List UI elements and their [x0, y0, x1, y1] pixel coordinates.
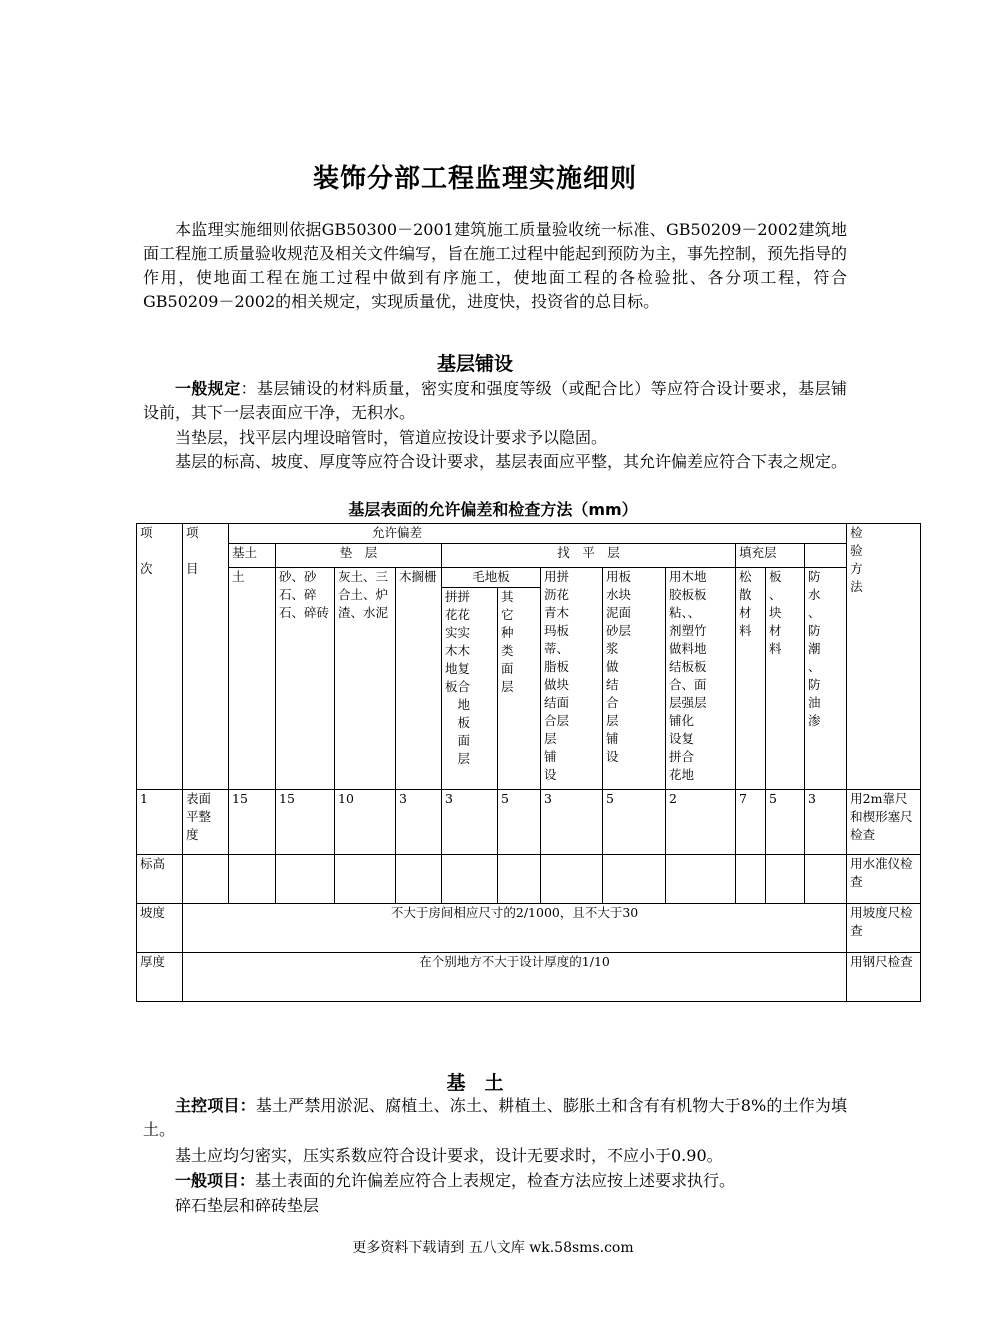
row1-value: 7 [736, 790, 766, 855]
header-jitu: 基土 [229, 544, 276, 568]
general-label: 一般规定 [175, 379, 241, 398]
row3-value: 不大于房间相应尺寸的2/1000，且不大于30 [183, 904, 847, 953]
header-method: 检 验 方 法 [847, 524, 921, 790]
table-caption: 基层表面的允许偏差和检查方法（mm） [348, 500, 638, 519]
col-tu: 土 [229, 568, 276, 790]
tolerance-paragraph: 基层的标高、坡度、厚度等应符合设计要求，基层表面应平整，其允许偏差应符合下表之规定。 [175, 452, 848, 471]
col-maodiban: 毛地板 [442, 568, 541, 588]
page-title: 装饰分部工程监理实施细则 [312, 164, 637, 194]
col-yongmu: 用木地 胶板板 粘、、 剂塑竹 做料地 结板板 合、面 层强层 铺化 设复 拼合 花地 [666, 568, 736, 790]
general-label-2: 一般项目： [175, 1171, 256, 1190]
footer-link[interactable]: 更多资料下载请到 五八文库 wk.58sms.com [352, 1240, 634, 1256]
jitu-main-paragraph [143, 1094, 847, 1142]
row1-item: 表面 平整 度 [183, 790, 229, 855]
jitu-general-paragraph [143, 1169, 847, 1193]
header-xiangmu: 项 目 [183, 524, 229, 790]
tolerance-table [136, 523, 921, 1002]
row1-value: 5 [766, 790, 805, 855]
header-allowance: 允许偏差 [229, 524, 847, 544]
col-songsan: 松 散 材 料 [736, 568, 766, 790]
gravel-heading: 碎石垫层和碎砖垫层 [175, 1196, 320, 1215]
row2-item: 标高 [137, 855, 183, 904]
row1-value: 15 [229, 790, 276, 855]
row1-value: 3 [442, 790, 498, 855]
row1-value: 3 [805, 790, 847, 855]
general-text: ：基层铺设的材料质量，密实度和强度等级（或配合比）等应符合设计要求，基层铺设前，其下一层表面应干净，无积水。 [143, 379, 847, 422]
row3-item: 坡度 [137, 904, 183, 953]
header-zhaoping: 找 平 层 [442, 544, 736, 568]
row1-method: 用2m靠尺和楔形塞尺检查 [847, 790, 921, 855]
general-text-2: 基土表面的允许偏差应符合上表规定，检查方法应按上述要求执行。 [255, 1171, 736, 1190]
row1-value: 15 [276, 790, 335, 855]
col-qita: 其 它 种 类 面 层 [498, 588, 541, 790]
pipe-paragraph: 当垫层，找平层内埋设暗管时，管道应按设计要求予以隐固。 [175, 428, 608, 447]
col-yongpin: 用拼 沥花 青木 玛板 蒂、 脂板 做块 结面 合层 层 铺 设 [541, 568, 603, 790]
row4-value: 在个别地方不大于设计厚度的1/10 [183, 953, 847, 1002]
jitu-compaction-paragraph: 基土应均匀密实，压实系数应符合设计要求，设计无要求时，不应小于0.90。 [175, 1146, 723, 1165]
col-mu: 木搁栅 [396, 568, 442, 790]
base-general-paragraph [143, 377, 847, 425]
row2-method: 用水准仪检查 [847, 855, 921, 904]
col-hui: 灰土、三 合土、炉渣、水泥 [335, 568, 396, 790]
intro-paragraph: 本监理实施细则依据GB50300－2001建筑施工质量验收统一标准、GB50209－2002建筑地面工程施工质量验收规范及相关文件编写，旨在施工过程中能起到预防为主，事先控制，预先指导的作用，使地面工程在施工过程中做到有序施工，使地面工程的各检验批、各分项工程，符合GB50209－2002的相关规定，实现质量优，进度快，投资省的总目标。 [143, 220, 848, 311]
section-heading-base: 基层铺设 [436, 353, 513, 375]
col-pinpin: 拼拼 花花 实实 木木 地复 板合 地 板 面 层 [442, 588, 498, 790]
col-sha: 砂、砂石、碎石、碎砖 [276, 568, 335, 790]
row4-method: 用钢尺检查 [847, 953, 921, 1002]
row3-method: 用坡度尺检查 [847, 904, 921, 953]
header-dianceng: 垫 层 [276, 544, 442, 568]
row1-value: 3 [396, 790, 442, 855]
row1-value: 2 [666, 790, 736, 855]
row1-no: 1 [137, 790, 183, 855]
row1-value: 5 [603, 790, 666, 855]
header-empty [805, 544, 847, 568]
col-fangshui: 防 水 、 防 潮 、 防 油 渗 [805, 568, 847, 790]
header-tianchong: 填充层 [736, 544, 805, 568]
main-label: 主控项目： [175, 1096, 256, 1115]
row1-value: 3 [541, 790, 603, 855]
col-yongban: 用板 水块 泥面 砂层 浆 做 结 合 层 铺 设 [603, 568, 666, 790]
row1-value: 10 [335, 790, 396, 855]
main-text: 基土严禁用淤泥、腐植土、冻土、耕植土、膨胀土和含有有机物大于8%的土作为填土。 [143, 1096, 847, 1139]
col-bankuai: 板 、 块 材 料 [766, 568, 805, 790]
section-heading-jitu: 基 土 [446, 1072, 504, 1094]
row4-item: 厚度 [137, 953, 183, 1002]
header-xiangci: 项 次 [137, 524, 183, 790]
row1-value: 5 [498, 790, 541, 855]
